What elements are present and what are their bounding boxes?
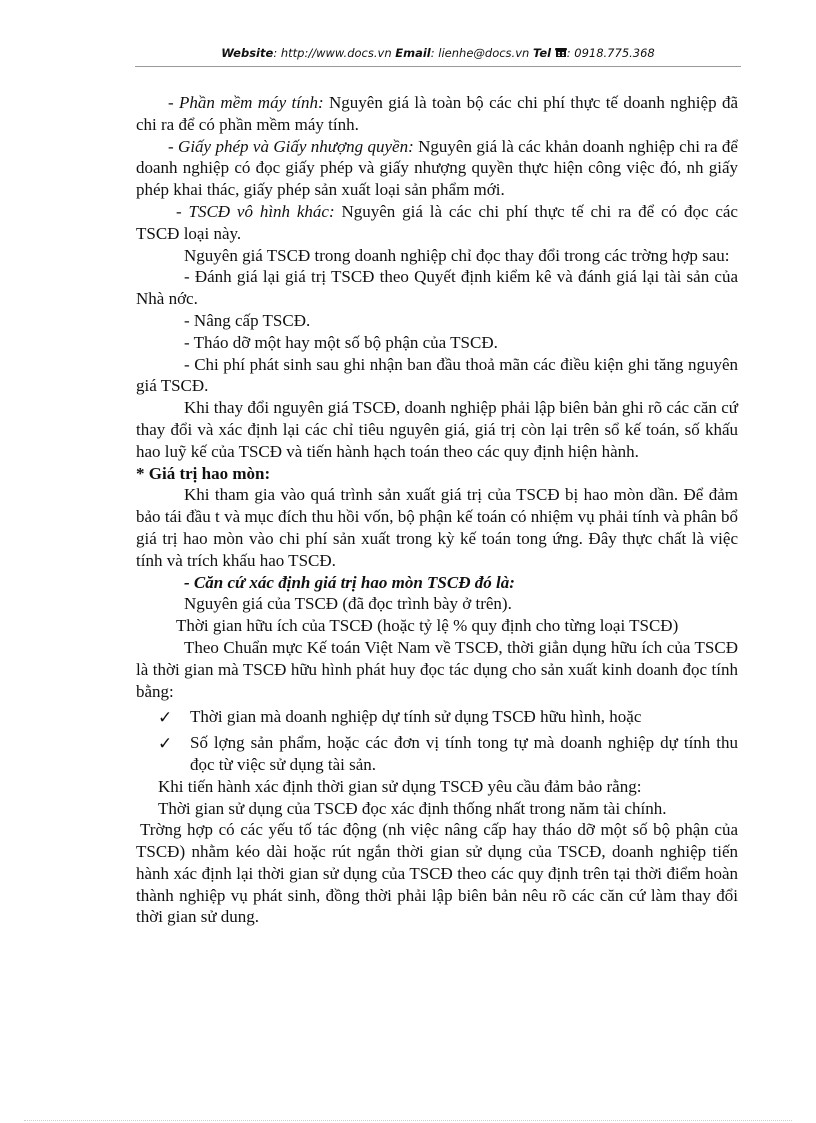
- paragraph-dismantle: - Tháo dỡ một hay một số bộ phận của TSCĐ.: [184, 332, 498, 352]
- paragraph-change-record: Khi thay đổi nguyên giá TSCĐ, doanh nghiệp phải lập biên bản ghi rõ các căn cứ thay đổi và xác định lại các chỉ tiêu nguyên giá, giá trị còn lại trên sổ kế toán, số khấu hao luỹ kế của TSCĐ và tiến hành hạch toán theo các quy định hiện hành.: [136, 398, 738, 461]
- paragraph-revaluation: - Đánh giá lại giá trị TSCĐ theo Quyết định kiểm kê và đánh giá lại tài sản của Nhà nớc.: [136, 267, 738, 309]
- checkmark-icon: ✓: [158, 708, 173, 728]
- check-item-quantity: [136, 732, 738, 776]
- paragraph-determine-requirement: Khi tiến hành xác định thời gian sử dụng TSCĐ yêu cầu đảm bảo rằng:: [158, 776, 642, 796]
- software-lead: - Phần mềm máy tính:: [168, 93, 324, 112]
- tel-label: Tel: [532, 46, 552, 60]
- paragraph-other-intangible: [136, 201, 738, 245]
- email-address: : lienhe@docs.vn: [430, 46, 530, 60]
- other-intangible-text: Nguyên giá là các chi phí thực tế chi ra để có đọc các TSCĐ loại này.: [136, 201, 738, 243]
- check-item-time: [136, 706, 738, 728]
- paragraph-software: [136, 92, 738, 136]
- paragraph-depreciation-intro: Khi tham gia vào quá trình sản xuất giá trị của TSCĐ bị hao mòn dần. Để đảm bảo tái đầu t và mục đích thu hồi vốn, bộ phận kế toán có nhiệm vụ phải tính và phân bổ giá trị hao mòn vào chi phí sản xuất trong kỳ kế toán tong ứng. Đây thực chất là việc tính và trích khấu hao TSCĐ.: [136, 485, 738, 570]
- footer-divider: [24, 1120, 792, 1121]
- paragraph-consistent-period: Thời gian sử dụng của TSCĐ đọc xác định thống nhất trong năm tài chính.: [158, 798, 667, 818]
- paragraph-original-cost: Nguyên giá của TSCĐ (đã đọc trình bày ở trên).: [184, 594, 512, 614]
- paragraph-useful-life: Thời gian hữu ích của TSCĐ (hoặc tỷ lệ % quy định cho từng loại TSCĐ): [176, 616, 679, 636]
- checkmark-icon: ✓: [158, 734, 173, 754]
- software-text: Nguyên giá là toàn bộ các chi phí thực tế doanh nghiệp đã chi ra để có phần mềm máy tính.: [136, 93, 738, 134]
- section-heading-depreciation: * Giá trị hao mòn:: [136, 463, 271, 483]
- other-intangible-lead: - TSCĐ vô hình khác:: [176, 201, 335, 221]
- website-label: Website: [221, 46, 274, 60]
- paragraph-redetermine: Trờng hợp có các yếu tố tác động (nh việc nâng cấp hay tháo dỡ một số bộ phận của TSCĐ) nhằm kéo dài hoặc rút ngắn thời gian sử dụng của TSCĐ, doanh nghiệp tiến hành xác định lại thời gian sử dụng của TSCĐ theo các quy định trên tại thời điểm hoàn thành nghiệp vụ phát sinh, đồng thời phải lập biên bản nêu rõ các căn cứ làm thay đổi thời gian sử dung.: [136, 820, 738, 927]
- email-label: Email: [395, 46, 431, 60]
- website-url: : http://www.docs.vn: [273, 46, 392, 60]
- paragraph-upgrade: - Nâng cấp TSCĐ.: [184, 310, 311, 330]
- document-body: [136, 92, 738, 928]
- license-text: Nguyên giá là các khản doanh nghiệp chi ra để doanh nghiệp có đọc giấy phép và giấy nhượng quyền thực hiện công việc đó, nh giấy phép khai thác, giấy phép sản xuất loại sản phẩm mới.: [136, 136, 738, 200]
- paragraph-license: [136, 136, 738, 201]
- paragraph-cost-change-cases: Nguyên giá TSCĐ trong doanh nghiệp chỉ đọc thay đổi trong các trờng hợp sau:: [184, 245, 730, 265]
- paragraph-vas-standard: Theo Chuẩn mực Kế toán Việt Nam về TSCĐ, thời giẳn dụng hữu ích của TSCĐ là thời gian mà TSCĐ hữu hình phát huy đọc tác dụng cho sản xuất kinh doanh đọc tính bằng:: [136, 637, 738, 701]
- check-item-quantity-text: Số lợng sản phẩm, hoặc các đơn vị tính tong tự mà doanh nghiệp dự tính thu đọc từ việc sử dụng tài sản.: [190, 733, 738, 774]
- paragraph-subsequent-cost: - Chi phí phát sinh sau ghi nhận ban đầu thoả mãn các điều kiện ghi tăng nguyên giá TSCĐ.: [136, 354, 738, 396]
- paragraph-basis-heading: - Căn cứ xác định giá trị hao mòn TSCĐ đó là:: [184, 572, 515, 592]
- license-lead: - Giấy phép và Giấy nhượng quyền:: [168, 136, 414, 156]
- header-divider: [135, 66, 741, 67]
- tel-number: : 0918.775.368: [566, 46, 655, 60]
- check-item-time-text: Thời gian mà doanh nghiệp dự tính sử dụng TSCĐ hữu hình, hoặc: [190, 707, 642, 727]
- telephone-icon: [555, 47, 567, 61]
- page-header: [135, 46, 741, 61]
